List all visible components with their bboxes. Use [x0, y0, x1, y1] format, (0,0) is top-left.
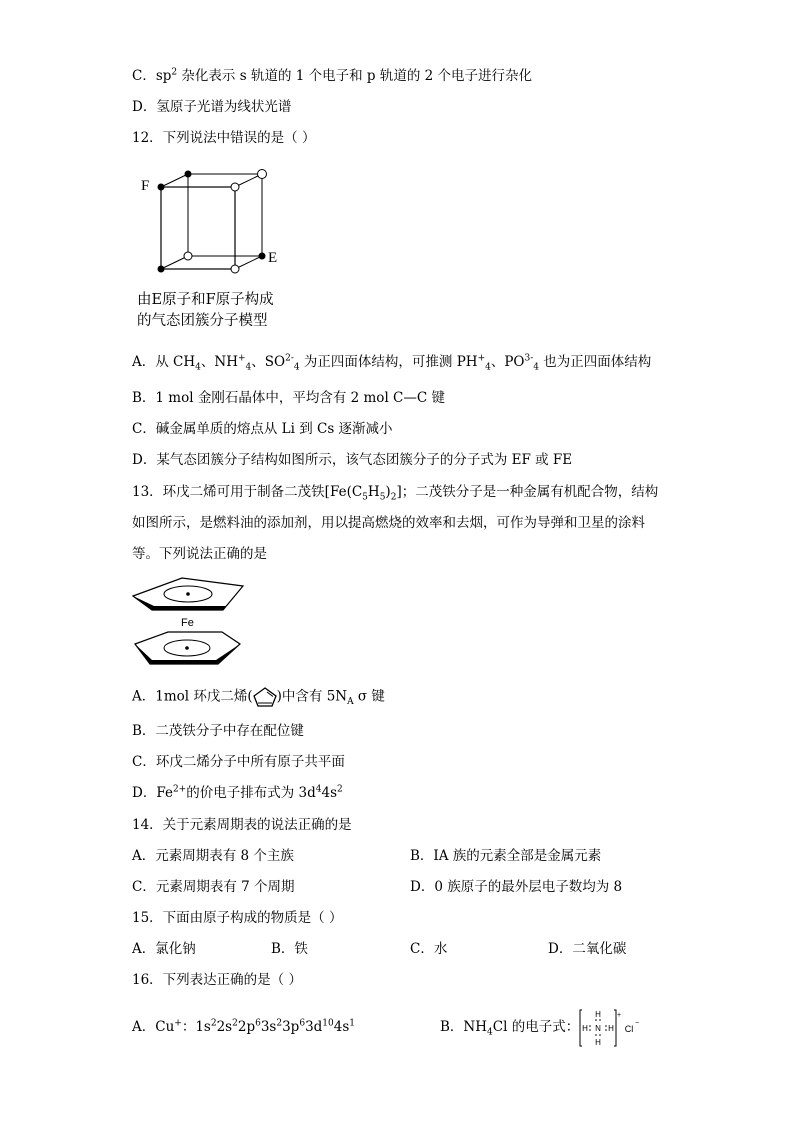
q14-option-d: D．0 族原子的最外层电子数均为 8 [410, 879, 623, 895]
q15-stem: 15．下面由原子构成的物质是（ ） [132, 910, 343, 926]
svg-text:H: H [608, 1024, 614, 1033]
q14-option-c: C．元素周期表有 7 个周期 [132, 879, 295, 895]
q16-option-b: B．$NH_4Cl$ 的电子式： [440, 1019, 580, 1038]
q11-option-c: C．$sp^2$ 杂化表示 s 轨道的 1 个电子和 p 轨道的 2 个电子进行杂化 [132, 67, 533, 84]
atom-open [258, 170, 267, 179]
q16-option-a: A．Cu+：$1s^22s^22p^63s^23p^63d^{10}4s^1$ [132, 1018, 356, 1035]
nh4cl-lewis-structure [578, 1008, 640, 1048]
svg-text:+: + [616, 1012, 622, 1019]
fe-label: Fe [181, 617, 194, 629]
svg-text:H: H [595, 1038, 601, 1047]
svg-text:H: H [595, 1010, 601, 1019]
ferrocene-diagram [130, 576, 248, 668]
q13-option-b: B．二茂铁分子中存在配位键 [132, 723, 304, 739]
atom-open [231, 265, 239, 273]
q13-stem-line2: 如图所示，是燃料油的添加剂，用以提高燃烧的效率和去烟，可作为导弹和卫星的涂料 [132, 515, 645, 531]
q15-option-c: C．水 [410, 941, 448, 957]
q12-option-b: B．1 mol 金刚石晶体中，平均含有 2 mol C—C 键 [132, 390, 445, 406]
svg-text:H: H [582, 1024, 588, 1033]
cyclopentadiene-icon [253, 687, 277, 707]
atom-filled [158, 266, 165, 273]
svg-text:N: N [595, 1024, 601, 1033]
q13-stem-line1: 13．环戊二烯可用于制备二茂铁$[Fe(C_5H_5)_2]$；二茂铁分子是一种金属有机配合物，结构 [132, 484, 659, 503]
q13-option-a: A．1mol 环戊二烯( )中含有 $5N_A$ σ 键 [132, 688, 385, 708]
atom-open [231, 183, 239, 191]
atom-open [184, 252, 192, 260]
svg-text:−: − [634, 1020, 640, 1027]
q13-stem-line3: 等。下列说法正确的是 [132, 546, 267, 562]
q14-option-a: A．元素周期表有 8 个主族 [132, 848, 294, 864]
q15-option-d: D．二氧化碳 [548, 941, 627, 957]
q15-option-b: B．铁 [271, 941, 308, 957]
figure-caption-line1: 由E原子和F原子构成 [137, 292, 274, 308]
atom-filled [185, 171, 192, 178]
q12-option-d: D．某气态团簇分子结构如图所示，该气态团簇分子的分子式为 EF 或 FE [132, 452, 573, 468]
q12-stem: 12．下列说法中错误的是（ ） [132, 130, 316, 146]
atom-f-filled [158, 184, 165, 191]
q11-option-d: D．氢原子光谱为线状光谱 [132, 99, 292, 115]
q13-option-d: D．$Fe^{2+}$的价电子排布式为 $3d^44s^2$ [132, 784, 343, 801]
q16-stem: 16．下列表达正确的是（ ） [132, 972, 302, 988]
q12-option-c: C．碱金属单质的熔点从 Li 到 Cs 逐渐减小 [132, 421, 393, 437]
q15-option-a: A．氯化钠 [132, 941, 196, 957]
q14-stem: 14．关于元素周期表的说法正确的是 [132, 817, 352, 833]
label-f: F [141, 178, 150, 194]
figure-caption-line2: 的气态团簇分子模型 [137, 313, 268, 329]
q12-option-a: A．从 $CH_4$、$NH^+_4$、$SO^{2-}_4$ 为正四面体结构，可推测 $PH^+_4$、$PO^{3-}_4$ 也为正四面体结构 [132, 353, 652, 373]
atom-e-filled [259, 253, 266, 260]
q13-option-c: C．环戊二烯分子中所有原子共平面 [132, 754, 345, 770]
cluster-molecule-diagram [138, 163, 288, 281]
q14-option-b: B．ⅠA 族的元素全部是金属元素 [410, 848, 602, 864]
label-e: E [268, 250, 278, 266]
svg-text:Cl: Cl [624, 1024, 634, 1034]
